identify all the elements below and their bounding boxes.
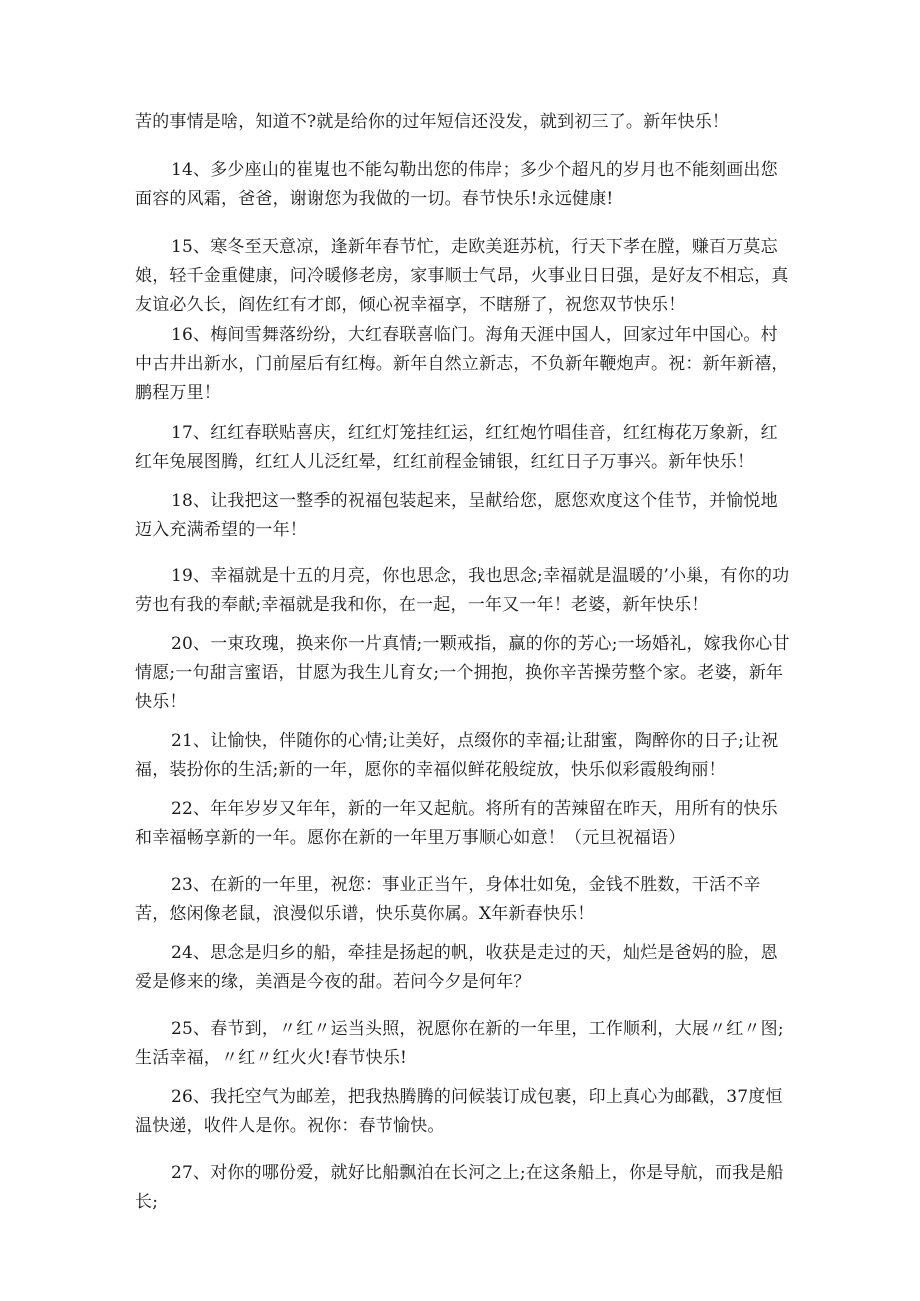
paragraph-23: 23、在新的一年里，祝您：事业正当午，身体壮如兔，金钱不胜数，干活不辛苦，悠闲像老鼠，浪漫似乐谱，快乐莫你属。X年新春快乐！ xyxy=(135,875,761,924)
paragraph-27: 27、对你的哪份爱，就好比船飘泊在长河之上;在这条船上，你是导航，而我是船长; xyxy=(135,1163,784,1212)
paragraph-16: 16、梅间雪舞落纷纷，大红春联喜临门。海角天涯中国人，回家过年中国心。村中古井出新水，门前屋后有红梅。新年自然立新志，不负新年鞭炮声。祝：新年新禧，鹏程万里！ xyxy=(135,325,789,403)
paragraph-22: 22、年年岁岁又年年，新的一年又起航。将所有的苦辣留在昨天，用所有的快乐和幸福畅享新的一年。愿你在新的一年里万事顺心如意！（元旦祝福语） xyxy=(135,799,778,848)
paragraph-15: 15、寒冬至天意凉，逢新年春节忙，走欧美逛苏杭，行天下孝在膛，赚百万莫忘娘，轻千金重健康，问冷暖修老房，家事顺士气昂，火事业日日强，是好友不相忘，真友谊必久长，阎佐红有才郎，倾心祝幸福享，不瞎掰了，祝您双节快乐！ xyxy=(135,237,789,315)
paragraph-13-tail: 苦的事情是啥，知道不?就是给你的过年短信还没发，就到初三了。新年快乐！ xyxy=(135,112,730,132)
paragraph-26: 26、我托空气为邮差，把我热腾腾的问候装订成包裹，印上真心为邮戳，37度恒温快递，收件人是你。祝你：春节愉快。 xyxy=(135,1087,783,1136)
paragraph-14: 14、多少座山的崔嵬也不能勾勒出您的伟岸；多少个超凡的岁月也不能刻画出您面容的风霜，爸爸，谢谢您为我做的一切。春节快乐!永远健康! xyxy=(135,160,778,209)
paragraph-18: 18、让我把这一整季的祝福包装起来，呈献给您，愿您欢度这个佳节，并愉悦地迈入充满希望的一年！ xyxy=(135,491,778,540)
paragraph-21: 21、让愉快，伴随你的心情;让美好，点缀你的幸福;让甜蜜，陶醉你的日子;让祝福，装扮你的生活;新的一年，愿你的幸福似鲜花般绽放，快乐似彩霞般绚丽！ xyxy=(135,731,779,780)
paragraph-25: 25、春节到，〃红〃运当头照，祝愿你在新的一年里，工作顺利，大展〃红〃图;生活幸福，〃红〃红火火!春节快乐! xyxy=(135,1019,784,1068)
paragraph-17: 17、红红春联贴喜庆，红红灯笼挂红运，红红炮竹唱佳音，红红梅花万象新，红红年兔展图腾，红红人儿泛红晕，红红前程金铺银，红红日子万事兴。新年快乐！ xyxy=(135,423,778,472)
paragraph-19: 19、幸福就是十五的月亮，你也思念，我也思念;幸福就是温暖的’小巢，有你的功劳也有我的奉献;幸福就是我和你，在一起，一年又一年！老婆，新年快乐！ xyxy=(135,566,790,615)
paragraph-20: 20、一束玫瑰，换来你一片真情;一颗戒指，赢的你的芳心;一场婚礼，嫁我你心甘情愿;一句甜言蜜语，甘愿为我生儿育女;一个拥抱，换你辛苦操劳整个家。老婆，新年快乐！ xyxy=(135,634,790,712)
paragraph-24: 24、思念是归乡的船，牵挂是扬起的帆，收获是走过的天，灿烂是爸妈的脸，恩爱是修来的缘，美酒是今夜的甜。若问今夕是何年？ xyxy=(135,943,778,992)
